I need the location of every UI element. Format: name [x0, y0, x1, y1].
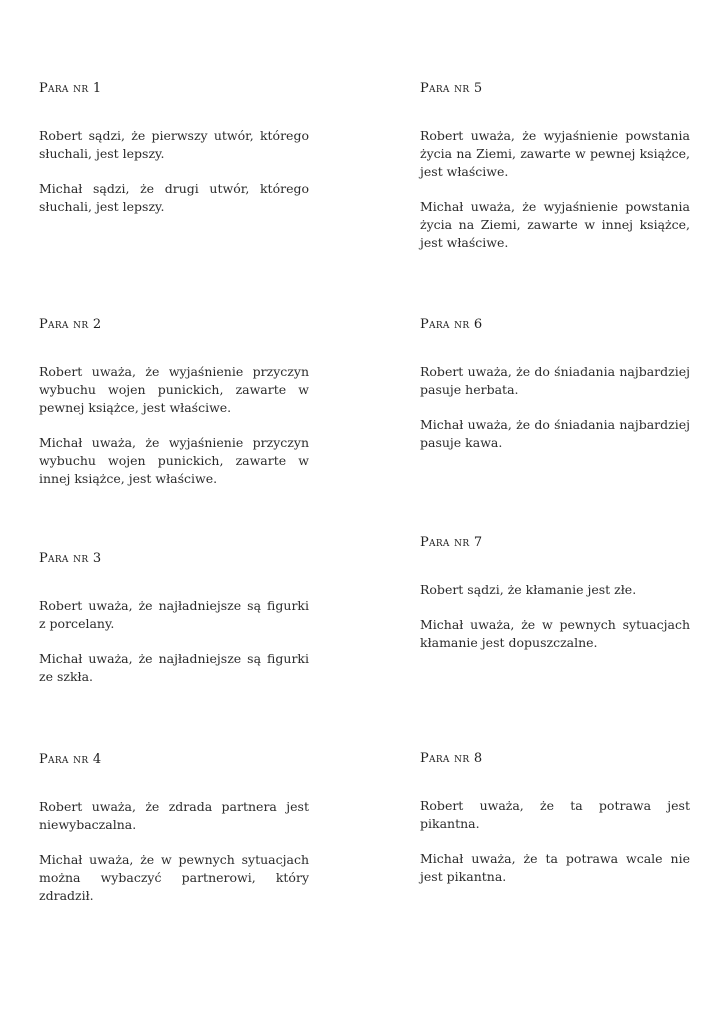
pair-title: Para nr 5 — [420, 81, 483, 96]
michal-statement: Michał sądzi, że drugi utwór, którego słuchali, jest lepszy. — [39, 181, 309, 214]
robert-statement: Robert sądzi, że kłamanie jest złe. — [420, 582, 637, 597]
michal-statement: Michał uważa, że w pewnych sytuacjach kłamanie jest dopuszczalne. — [420, 617, 690, 650]
michal-statement: Michał uważa, że w pewnych sytuacjach można wybaczyć partnerowi, który zdradził. — [39, 852, 309, 903]
pair-title: Para nr 2 — [39, 317, 102, 332]
robert-statement: Robert uważa, że do śniadania najbardziej pasuje herbata. — [420, 364, 690, 397]
michal-statement: Michał uważa, że wyjaśnienie powstania życia na Ziemi, zawarte w innej książce, jest właściwe. — [420, 199, 690, 250]
card-pair-5 — [420, 80, 690, 269]
michal-statement: Michał uważa, że wyjaśnienie przyczyn wybuchu wojen punickich, zawarte w innej książce, jest właściwe. — [39, 435, 309, 486]
card-pair-6 — [420, 316, 690, 469]
card-pair-3 — [39, 550, 309, 703]
michal-statement: Michał uważa, że najładniejsze są figurki ze szkła. — [39, 651, 309, 684]
robert-statement: Robert uważa, że wyjaśnienie przyczyn wybuchu wojen punickich, zawarte w pewnej książce, jest właściwe. — [39, 364, 309, 415]
card-pair-7 — [420, 534, 690, 669]
pair-title: Para nr 7 — [420, 535, 483, 550]
pair-title: Para nr 6 — [420, 317, 483, 332]
robert-statement: Robert uważa, że ta potrawa jest pikantna. — [420, 798, 690, 831]
robert-statement: Robert uważa, że zdrada partnera jest niewybaczalna. — [39, 799, 309, 832]
card-pair-8 — [420, 750, 690, 903]
pair-title: Para nr 3 — [39, 551, 102, 566]
michal-statement: Michał uważa, że ta potrawa wcale nie jest pikantna. — [420, 851, 690, 884]
card-pair-4 — [39, 751, 309, 922]
pair-title: Para nr 8 — [420, 751, 483, 766]
pair-title: Para nr 4 — [39, 752, 102, 767]
pair-title: Para nr 1 — [39, 81, 102, 96]
card-pair-1 — [39, 80, 309, 233]
robert-statement: Robert sądzi, że pierwszy utwór, którego słuchali, jest lepszy. — [39, 128, 309, 161]
robert-statement: Robert uważa, że najładniejsze są figurki z porcelany. — [39, 598, 309, 631]
robert-statement: Robert uważa, że wyjaśnienie powstania życia na Ziemi, zawarte w pewnej książce, jest właściwe. — [420, 128, 690, 179]
card-pair-2 — [39, 316, 309, 505]
michal-statement: Michał uważa, że do śniadania najbardziej pasuje kawa. — [420, 417, 690, 450]
